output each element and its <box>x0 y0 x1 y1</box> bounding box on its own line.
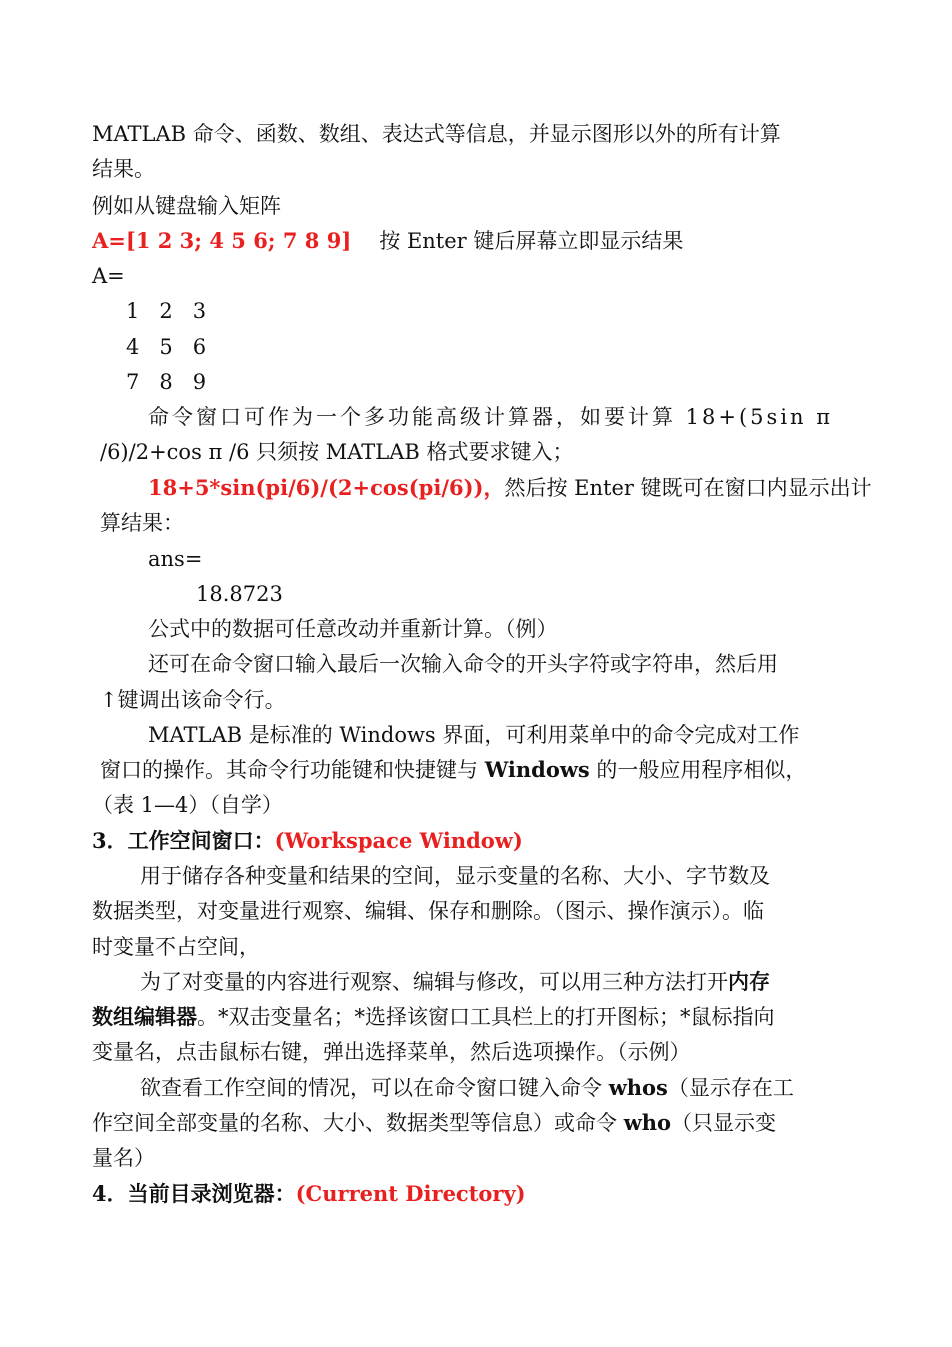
matrix-row: 1 2 3 <box>126 299 207 323</box>
text-line: 例如从键盘输入矩阵 <box>92 194 281 218</box>
text-line: 量名） <box>92 1146 155 1170</box>
text-line <box>140 968 770 996</box>
text-span: 为了对变量的内容进行观察、编辑与修改，可以用三种方法打开 <box>140 970 728 994</box>
bold-term: 内存 <box>728 969 770 994</box>
text-line <box>92 227 683 255</box>
bold-term: 数组编辑器 <box>92 1004 197 1029</box>
text-span: 窗口的操作。其命令行功能键和快捷键与 <box>100 758 485 782</box>
bold-term: whos <box>608 1075 668 1100</box>
text-line <box>148 474 872 502</box>
result-value: 18.8723 <box>196 582 283 606</box>
section-heading <box>92 1180 526 1208</box>
text-line <box>140 1074 794 1102</box>
text-span: （显示存在工 <box>667 1076 794 1100</box>
heading-english: (Workspace Window) <box>274 828 523 853</box>
text-line: 公式中的数据可任意改动并重新计算。（例） <box>148 617 558 641</box>
heading-text: 4．当前目录浏览器： <box>92 1181 296 1206</box>
text-line: A= <box>92 264 125 288</box>
bold-term: who <box>623 1110 672 1135</box>
text-line <box>92 1003 775 1031</box>
text-line: /6)/2+cos π /6 只须按 MATLAB 格式要求键入； <box>100 440 574 464</box>
text-span: 。*双击变量名；*选择该窗口工具栏上的打开图标；*鼠标指向 <box>197 1005 775 1029</box>
matrix-row: 7 8 9 <box>126 370 207 394</box>
text-line: ↑键调出该命令行。 <box>100 688 286 712</box>
text-span: 按 Enter 键后屏幕立即显示结果 <box>379 229 684 253</box>
text-span: 作空间全部变量的名称、大小、数据类型等信息）或命令 <box>92 1111 624 1135</box>
text-span: 的一般应用程序相似， <box>589 758 807 782</box>
text-line: 用于储存各种变量和结果的空间，显示变量的名称、大小、字节数及 <box>140 864 770 888</box>
matrix-row: 4 5 6 <box>126 335 207 359</box>
heading-text: 3．工作空间窗口： <box>92 828 275 853</box>
text-line: 结果。 <box>92 157 155 181</box>
text-line: 时变量不占空间， <box>92 935 260 959</box>
text-line <box>92 1109 776 1137</box>
text-line: ans= <box>148 547 203 571</box>
text-line <box>100 756 806 784</box>
text-span: （只显示变 <box>671 1111 777 1135</box>
text-line: MATLAB 是标准的 Windows 界面，可利用菜单中的命令完成对工作 <box>148 723 800 747</box>
matlab-command-matrix: A=[1 2 3; 4 5 6; 7 8 9] <box>92 228 352 253</box>
text-line: 命令窗口可作为一个多功能高级计算器，如要计算 18+(5sin π <box>148 405 834 429</box>
text-line: 变量名，点击鼠标右键，弹出选择菜单，然后选项操作。（示例） <box>92 1040 691 1064</box>
heading-english: (Current Directory) <box>295 1181 526 1206</box>
bold-term: Windows <box>484 757 590 782</box>
text-line: 还可在命令窗口输入最后一次输入命令的开头字符或字符串，然后用 <box>148 652 778 676</box>
section-heading <box>92 827 523 855</box>
text-line: MATLAB 命令、函数、数组、表达式等信息，并显示图形以外的所有计算 <box>92 122 781 146</box>
text-line: 数据类型，对变量进行观察、编辑、保存和删除。（图示、操作演示）。临 <box>92 899 764 923</box>
text-line: （表 1—4）（自学） <box>92 793 283 817</box>
text-line: 算结果： <box>100 511 184 535</box>
text-span: 然后按 Enter 键既可在窗口内显示出计 <box>504 476 872 500</box>
text-span: 欲查看工作空间的情况，可以在命令窗口键入命令 <box>140 1076 609 1100</box>
matlab-command-expression: 18+5*sin(pi/6)/(2+cos(pi/6))， <box>148 475 505 500</box>
